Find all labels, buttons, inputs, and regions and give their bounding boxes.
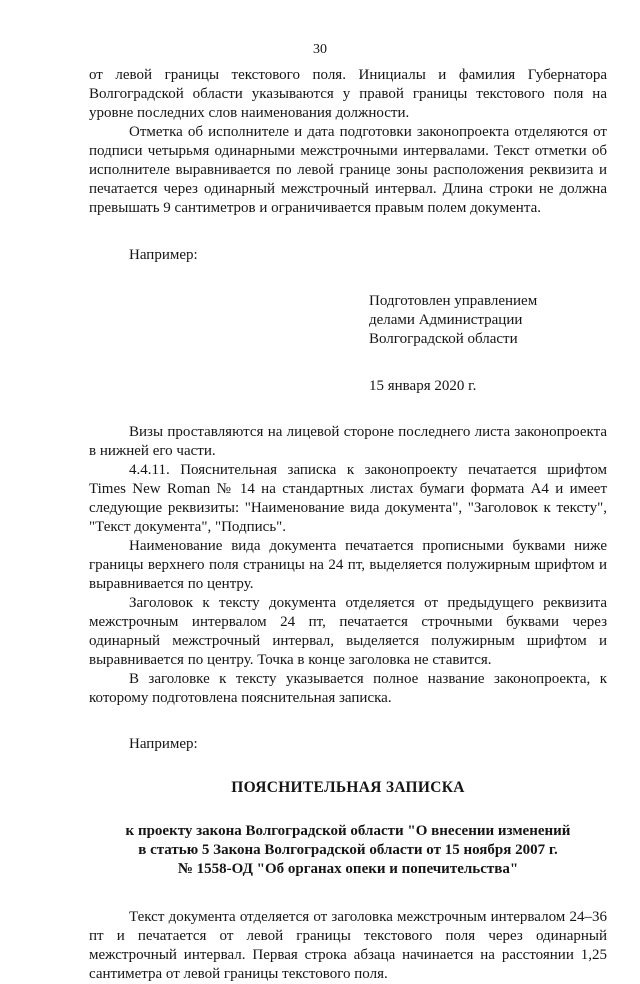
executor-line: делами Администрации [369,312,523,328]
page-number: 30 [313,42,327,57]
explanatory-note-title: ПОЯСНИТЕЛЬНАЯ ЗАПИСКА [231,779,465,796]
executor-mark-example [369,292,607,396]
subtitle-line: к проекту закона Волгоградской области "О внесении изменений [125,823,571,839]
explanatory-note-subtitle [89,822,607,879]
subtitle-line: в статью 5 Закона Волгоградской области от 15 ноября 2007 г. [138,842,558,858]
paragraph-document-text: Текст документа отделяется от заголовка межстрочным интервалом 24–36 пт и печатается от левой границы текстового поля через одинарный межстрочный интервал. Первая строка абзаца начинается на расстоянии 1,25 сантиметра от левой границы текстового поля. [89,909,607,982]
paragraph-heading-content: В заголовке к тексту указывается полное название законопроекта, к которому подготовлена пояснительная записка. [89,671,607,706]
paragraph-explanatory-note: 4.4.11. Пояснительная записка к законопроекту печатается шрифтом Times New Roman № 14 на стандартных листах бумаги формата А4 и имеет следующие реквизиты: "Наименование вида документа", "Заголовок к тексту", "Текст документа", "Подпись". [89,462,607,535]
executor-date: 15 января 2020 г. [369,378,477,394]
paragraph-visas: Визы проставляются на лицевой стороне последнего листа законопроекта в нижней его части. [89,424,607,459]
executor-line: Подготовлен управлением [369,293,538,309]
paragraph-executor-mark: Отметка об исполнителе и дата подготовки законопроекта отделяются от подписи четырьмя одинарными межстрочными интервалами. Текст отметки об исполнителе выравнивается по левой границе зоны расположения реквизита и печатается через одинарный межстрочный интервал. Длина строки не должна превышать 9 сантиметров и ограничивается правым полем документа. [89,124,607,216]
document-body [89,66,607,984]
paragraph-heading-rules: Заголовок к тексту документа отделяется от предыдущего реквизита межстрочным интервалом 24 пт, печатается строчными буквами через одинарный межстрочный интервал, выделяется полужирным шрифтом и выравнивается по центру. Точка в конце заголовка не ставится. [89,595,607,668]
example-label: Например: [129,736,198,752]
subtitle-line: № 1558-ОД "Об органах опеки и попечительства" [177,861,519,877]
executor-line: Волгоградской области [369,331,518,347]
paragraph-continuation: от левой границы текстового поля. Инициалы и фамилия Губернатора Волгоградской области указываются у правой границы текстового поля на уровне последних слов наименования должности. [89,67,607,121]
example-label: Например: [129,247,198,263]
paragraph-doc-type-name: Наименование вида документа печатается прописными буквами ниже границы верхнего поля страницы на 24 пт, выделяется полужирным шрифтом и выравнивается по центру. [89,538,607,592]
